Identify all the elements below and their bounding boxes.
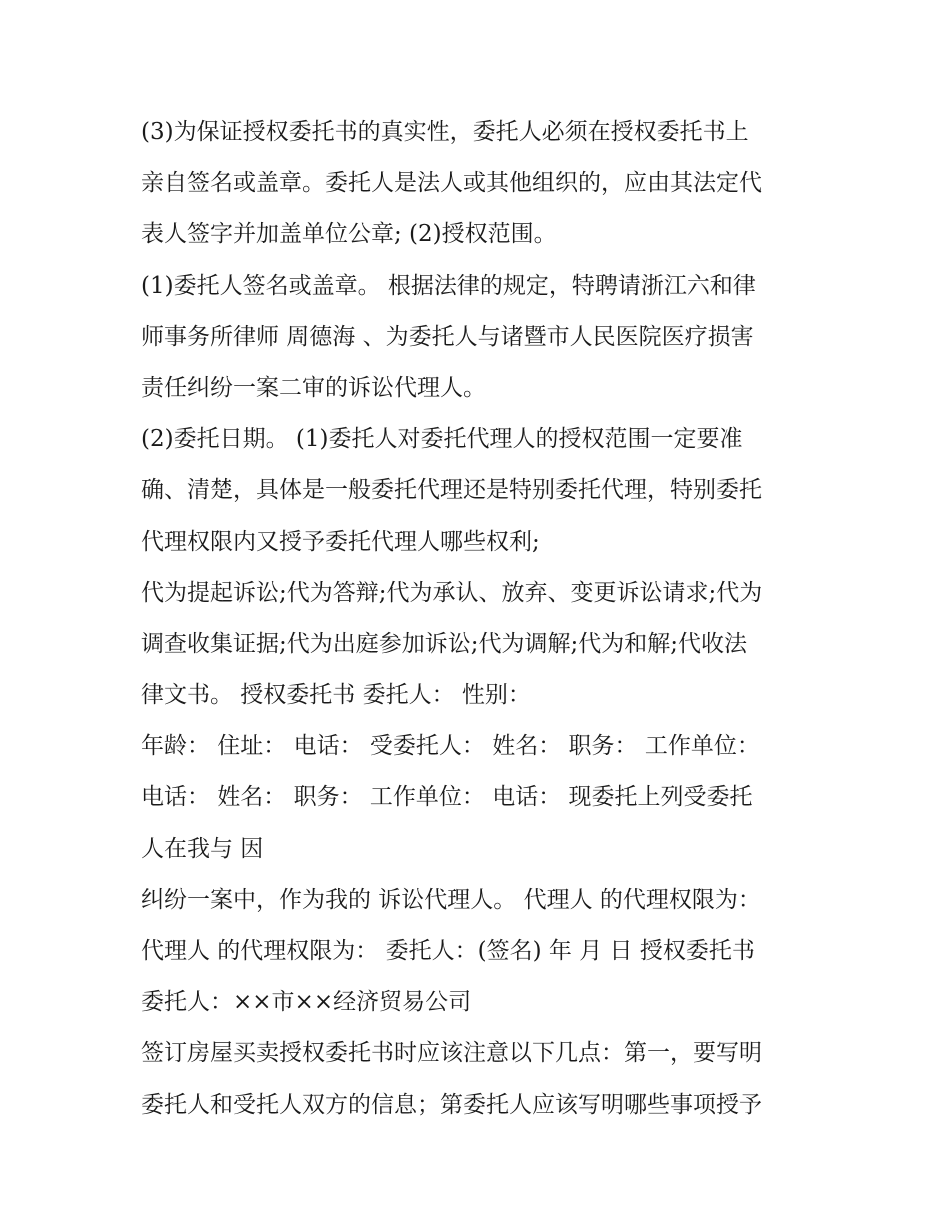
text-line-2: 亲自签名或盖章。委托人是法人或其他组织的，应由其法定代 <box>141 170 762 197</box>
text-line-7: (2)委托日期。 (1)委托人对委托代理人的授权范围一定要准 <box>141 426 743 453</box>
text-line-8: 确、清楚，具体是一般委托代理还是特别委托代理，特别委托 <box>141 477 762 504</box>
text-line-4: (1)委托人签名或盖章。 根据法律的规定，特聘请浙江六和律 <box>141 272 756 299</box>
text-line-15: 人在我与 因 <box>141 835 264 862</box>
text-line-11: 调查收集证据;代为出庭参加诉讼;代为调解;代为和解;代收法 <box>141 630 747 657</box>
text-line-12: 律文书。 授权委托书 委托人： 性别： <box>141 682 531 709</box>
text-line-17: 代理人 的代理权限为： 委托人：(签名) 年 月 日 授权委托书 <box>141 938 755 964</box>
text-line-13: 年龄： 住址： 电话： 受委托人： 姓名： 职务： 工作单位： <box>141 733 760 760</box>
text-line-20: 委托人和受托人双方的信息；第委托人应该写明哪些事项授予 <box>141 1091 762 1118</box>
text-line-14: 电话： 姓名： 职务： 工作单位： 电话： 现委托上列受委托 <box>141 784 753 811</box>
text-line-6: 责任纠纷一案二审的诉讼代理人。 <box>141 374 486 401</box>
text-line-10: 代为提起诉讼;代为答辩;代为承认、放弃、变更诉讼请求;代为 <box>141 579 763 606</box>
text-line-16: 纠纷一案中，作为我的 诉讼代理人。 代理人 的代理权限为： <box>141 886 761 913</box>
text-line-5: 师事务所律师 周德海 、为委托人与诸暨市人民医院医疗损害 <box>141 323 754 350</box>
document-body <box>141 107 831 1131</box>
text-line-18: 委托人：××市××经济贸易公司 <box>141 989 472 1016</box>
text-line-19: 签订房屋买卖授权委托书时应该注意以下几点：第一，要写明 <box>141 1040 762 1067</box>
text-line-9: 代理权限内又授予委托代理人哪些权利; <box>141 528 540 555</box>
text-line-1: (3)为保证授权委托书的真实性，委托人必须在授权委托书上 <box>141 119 749 145</box>
text-line-3: 表人签字并加盖单位公章; (2)授权范围。 <box>141 221 557 248</box>
